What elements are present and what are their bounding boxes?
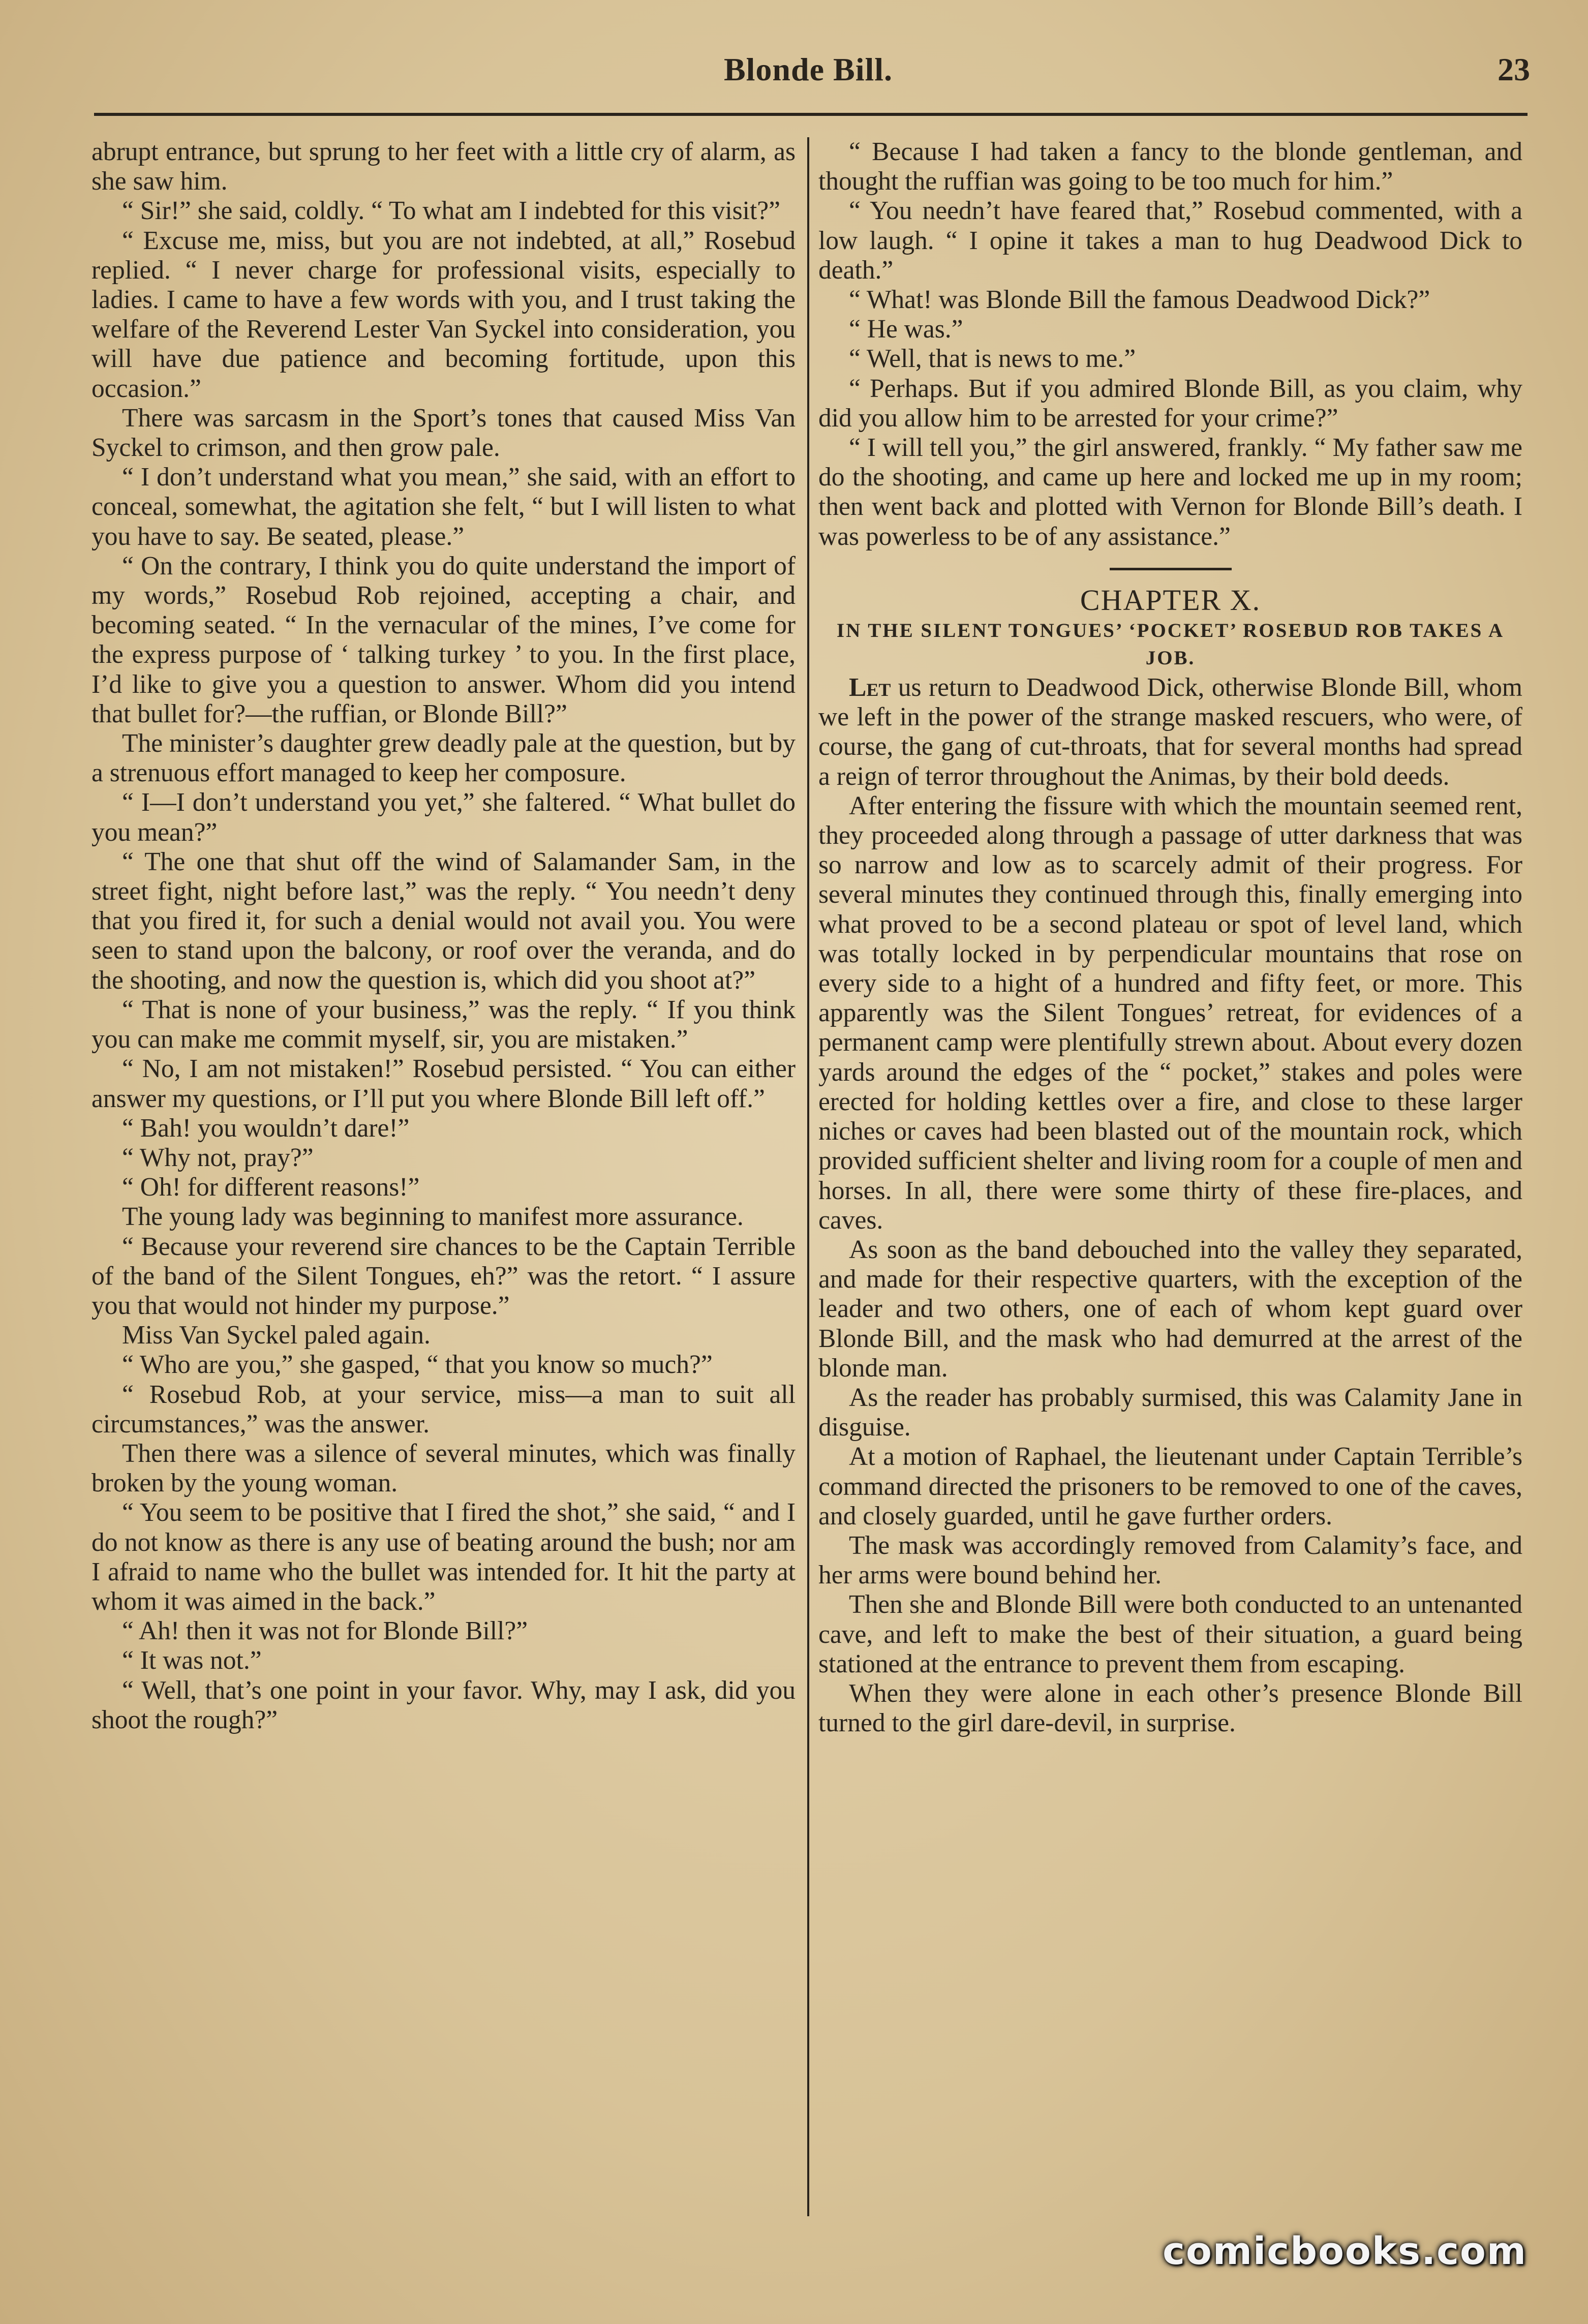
paragraph: Then she and Blonde Bill were both conducted to an untenanted cave, and left to make the best of their situation, a guard being stationed at the entrance to prevent them from escaping. — [818, 1590, 1522, 1678]
chapter-opening-paragraph — [818, 673, 1522, 791]
page-number: 23 — [1498, 51, 1530, 87]
paragraph: “ You seem to be positive that I fired the shot,” she said, “ and I do not know as there is any use of beating around the bush; nor am I afraid to name who the bullet was intended for. It hit the party at whom it was aimed in the back.” — [91, 1498, 796, 1616]
chapter-subtitle: IN THE SILENT TONGUES’ ‘POCKET’ ROSEBUD ROB TAKES A JOB. — [836, 620, 1505, 669]
paragraph: “ Rosebud Rob, at your service, miss—a man to suit all circumstances,” was the answer. — [91, 1380, 796, 1439]
paragraph: There was sarcasm in the Sport’s tones that caused Miss Van Syckel to crimson, and then grow pale. — [91, 403, 796, 463]
column-divider — [807, 137, 809, 2216]
paragraph: “ Oh! for different reasons!” — [122, 1173, 420, 1202]
paragraph: “ He was.” — [849, 315, 963, 344]
paragraph: As soon as the band debouched into the valley they separated, and made for their respective quarters, with the exception of the leader and two others, one of each of whom kept guard over Blonde Bill, and the mask who had demurred at the arrest of the blonde man. — [818, 1235, 1522, 1383]
paragraph: “ Because I had taken a fancy to the blonde gentleman, and thought the ruffian was going to be too much for him.” — [818, 137, 1522, 196]
paragraph: “ That is none of your business,” was the reply. “ If you think you can make me commit myself, sir, you are mistaken.” — [91, 995, 796, 1054]
paragraph: “ Why not, pray?” — [122, 1143, 314, 1172]
paragraph: “ No, I am not mistaken!” Rosebud persisted. “ You can either answer my questions, or I’ll put you where Blonde Bill left off.” — [91, 1054, 796, 1113]
paragraph: “ Sir!” she said, coldly. “ To what am I indebted for this visit?” — [122, 196, 781, 226]
paragraph: Miss Van Syckel paled again. — [122, 1321, 431, 1350]
watermark: comicbooks.com — [1163, 2229, 1527, 2273]
opening-text: us return to Deadwood Dick, otherwise Blonde Bill, whom we left in the power of the strange masked rescuers, who were, of course, the gang of cut-throats, that for several months had spread a reign of terror throughout the Animas, by their bold deeds. — [818, 673, 1522, 791]
paragraph: As the reader has probably surmised, this was Calamity Jane in disguise. — [818, 1383, 1522, 1442]
paragraph: “ I—I don’t understand you yet,” she faltered. “ What bullet do you mean?” — [91, 788, 796, 847]
paragraph: abrupt entrance, but sprung to her feet with a little cry of alarm, as she saw him. — [91, 137, 796, 196]
paragraph: “ The one that shut off the wind of Salamander Sam, in the street fight, night before last,” was the reply. “ You needn’t deny that you fired it, for such a denial would not avail you. You were seen to stand upon the balcony, or roof over the veranda, and do the shooting, and now the question is, which did you shoot at?” — [91, 847, 796, 995]
paragraph: “ Excuse me, miss, but you are not indebted, at all,” Rosebud replied. “ I never charge for professional visits, especially to ladies. I came to have a few words with you, and I trust taking the welfare of the Reverend Lester Van Syckel into consideration, you will have due patience and becoming fortitude, upon this occasion.” — [91, 226, 796, 403]
paragraph: “ Perhaps. But if you admired Blonde Bill, as you claim, why did you allow him to be arrested for your crime?” — [818, 374, 1522, 433]
chapter-heading: CHAPTER X. — [1080, 583, 1261, 617]
opening-word: Let — [849, 673, 891, 702]
paragraph: At a motion of Raphael, the lieutenant under Captain Terrible’s command directed the prisoners to be removed to one of the caves, and closely guarded, until he gave further orders. — [818, 1442, 1522, 1531]
paragraph: The young lady was beginning to manifest more assurance. — [122, 1202, 744, 1232]
paragraph: Then there was a silence of several minutes, which was finally broken by the young woman. — [91, 1439, 796, 1498]
paragraph: “ You needn’t have feared that,” Rosebud commented, with a low laugh. “ I opine it takes a man to hug Deadwood Dick to death.” — [818, 196, 1522, 285]
left-column — [91, 137, 796, 2216]
paragraph: The mask was accordingly removed from Calamity’s face, and her arms were bound behind her. — [818, 1531, 1522, 1590]
paragraph: “ It was not.” — [122, 1646, 262, 1675]
paragraph: “ What! was Blonde Bill the famous Deadwood Dick?” — [849, 285, 1430, 315]
header-rule — [94, 113, 1528, 116]
paragraph: “ I will tell you,” the girl answered, frankly. “ My father saw me do the shooting, and came up here and locked me up in my room; then went back and plotted with Vernon for Blonde Bill’s death. I was powerless to be of any assistance.” — [818, 433, 1522, 551]
paragraph: “ Who are you,” she gasped, “ that you know so much?” — [122, 1350, 713, 1380]
page-header — [86, 36, 1530, 107]
paragraph: When they were alone in each other’s presence Blonde Bill turned to the girl dare-devil, in surprise. — [818, 1678, 1522, 1738]
running-title: Blonde Bill. — [723, 51, 893, 87]
right-column — [818, 137, 1522, 2216]
paragraph: “ Because your reverend sire chances to be the Captain Terrible of the band of the Silent Tongues, eh?” was the retort. “ I assure you that would not hinder my purpose.” — [91, 1232, 796, 1320]
paragraph: “ On the contrary, I think you do quite understand the import of my words,” Rosebud Rob rejoined, accepting a chair, and becoming seated. “ In the vernacular of the mines, I’ve come for the express purpose of ‘ talking turkey ’ to you. In the first place, I’d like to give you a question to answer. Whom did you intend that bullet for?—the ruffian, or Blonde Bill?” — [91, 551, 796, 728]
paragraph: “ Well, that is news to me.” — [849, 344, 1136, 374]
paragraph: “ Bah! you wouldn’t dare!” — [122, 1113, 410, 1143]
paragraph: After entering the fissure with which the mountain seemed rent, they proceeded along through a passage of utter darkness that was so narrow and low as to scarcely admit of their progress. For several minutes they continued through this, finally emerging into what proved to be a second plateau or spot of level land, which was totally locked in by perpendicular mountains that rose on every side to a hight of a hundred and fifty feet, or more. This apparently was the Silent Tongues’ retreat, for evidences of a permanent camp were plentifully strewn about. About every dozen yards around the edges of the “ pocket,” stakes and poles were erected for holding kettles over a fire, and close to these larger niches or caves had been blasted out of the mountain rock, which provided sufficient shelter and living room for a couple of men and horses. In all, there were some thirty of these fire-places, and caves. — [818, 791, 1522, 1235]
paragraph: “ Well, that’s one point in your favor. Why, may I ask, did you shoot the rough?” — [91, 1675, 796, 1734]
paragraph: The minister’s daughter grew deadly pale at the question, but by a strenuous effort managed to keep her composure. — [91, 729, 796, 788]
paragraph: “ Ah! then it was not for Blonde Bill?” — [122, 1616, 528, 1646]
paragraph: “ I don’t understand what you mean,” she said, with an effort to conceal, somewhat, the agitation she felt, “ but I will listen to what you have to say. Be seated, please.” — [91, 463, 796, 551]
section-rule — [1110, 568, 1232, 570]
